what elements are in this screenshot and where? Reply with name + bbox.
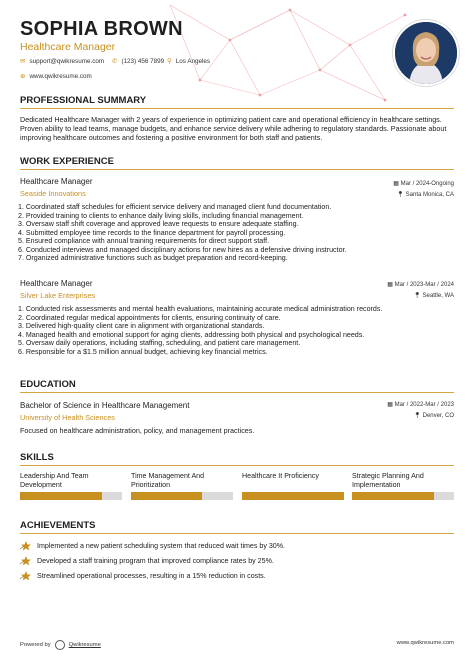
skill-level-bar — [242, 492, 344, 500]
education-location — [413, 412, 454, 419]
qwikresume-logo-icon — [55, 640, 65, 650]
location-text: Los Angeles — [175, 57, 211, 65]
skill-level-bar — [131, 492, 233, 500]
achievement-text: Implemented a new patient scheduling system that reduced wait times by 30%. — [37, 542, 286, 550]
experience-divider — [20, 169, 454, 170]
skill-item — [131, 472, 233, 500]
globe-icon: ⊕ — [20, 73, 26, 80]
skill-item — [352, 472, 454, 500]
list-item: 6. Conducted interviews and managed disciplinary actions for new hires as a defensive driving instructor. — [18, 245, 347, 254]
education-school: University of Health Sciences — [20, 413, 115, 422]
summary-text: Dedicated Healthcare Manager with 2 years of experience in optimizing patient care and operational efficiency in healthcare settings. Proven ability to lead teams, manage budgets, and enhance service delivery while adhering to regulatory standards. Passionate about improving healthcare outcomes and fostering a positive environment for both staff and patients. — [20, 115, 447, 143]
skill-level-fill — [131, 492, 202, 500]
pin-icon: 📍︎ — [413, 413, 421, 419]
achievement-item — [20, 541, 285, 551]
skill-name: Healthcare It Proficiency — [242, 472, 319, 480]
star-icon — [20, 541, 32, 551]
list-item: 4. Submitted employee time records to the finance department for payroll processing. — [18, 228, 286, 237]
calendar-icon: ▦ — [393, 181, 399, 187]
achievement-text: Developed a staff training program that improved compliance rates by 25%. — [37, 557, 274, 565]
job-2-dates — [387, 281, 454, 288]
candidate-title: Healthcare Manager — [20, 41, 116, 53]
phone-contact[interactable] — [112, 57, 164, 65]
list-item: 6. Responsible for a $1.5 million annual budget, achieving key financial metrics. — [18, 347, 268, 356]
website-text: www.qwikresume.com — [29, 72, 92, 80]
avatar — [395, 22, 457, 84]
job-2-dates-text: Mar / 2023-Mar / 2024 — [394, 282, 454, 288]
job-1-bullets — [18, 203, 458, 263]
job-2-location-text: Seattle, WA — [422, 293, 454, 299]
pin-icon: 📍︎ — [396, 192, 404, 198]
location-icon: ⚲ — [167, 58, 172, 65]
phone-icon: ✆ — [112, 58, 118, 65]
job-1-dates-text: Mar / 2024-Ongoing — [400, 181, 454, 187]
education-dates-text: Mar / 2022-Mar / 2023 — [394, 402, 454, 408]
footer-powered-by[interactable] — [20, 640, 101, 650]
list-item: 5. Ensured compliance with annual training requirements for direct support staff. — [18, 237, 270, 245]
skill-name: Time Management And Prioritization — [131, 472, 205, 489]
summary-heading: PROFESSIONAL SUMMARY — [20, 95, 147, 106]
list-item: 3. Delivered high-quality client care in alignment with organizational standards. — [18, 322, 265, 330]
skill-name: Strategic Planning And Implementation — [352, 472, 424, 489]
phone-text: (123) 456 7899 — [121, 57, 165, 65]
pin-icon: 📍︎ — [413, 293, 421, 299]
skill-level-fill — [242, 492, 344, 500]
skills-heading: SKILLS — [20, 452, 54, 463]
achievement-item — [20, 556, 274, 566]
achievement-item — [20, 571, 266, 581]
list-item: 1. Conducted risk assessments and mental health evaluations, maintaining accurate medical administration records. — [18, 305, 383, 313]
job-2-company: Silver Lake Enterprises — [20, 291, 96, 300]
footer-url[interactable]: www.qwikresume.com — [396, 640, 454, 646]
achievements-heading: ACHIEVEMENTS — [20, 520, 96, 531]
star-icon — [20, 571, 32, 581]
skill-item — [20, 472, 122, 500]
candidate-name: SOPHIA BROWN — [20, 18, 183, 40]
education-divider — [20, 392, 454, 393]
education-degree: Bachelor of Science in Healthcare Management — [20, 401, 190, 410]
education-focus: Focused on healthcare administration, policy, and management practices. — [20, 426, 255, 435]
job-1-title: Healthcare Manager — [20, 177, 93, 186]
website-contact[interactable] — [20, 72, 92, 80]
job-2-title: Healthcare Manager — [20, 279, 93, 288]
experience-heading: WORK EXPERIENCE — [20, 156, 114, 167]
calendar-icon: ▦ — [387, 282, 393, 288]
skill-level-fill — [352, 492, 434, 500]
list-item: 5. Oversaw daily operations, including staffing, scheduling, and patient care management. — [18, 339, 301, 347]
job-1-dates — [393, 180, 454, 187]
job-1-location — [396, 191, 454, 198]
achievements-divider — [20, 533, 454, 534]
skills-divider — [20, 465, 454, 466]
skill-item — [242, 472, 344, 500]
profile-photo — [393, 20, 459, 86]
skill-level-bar — [352, 492, 454, 500]
list-item: 7. Organized administrative functions such as budget preparation and record-keeping. — [18, 254, 288, 262]
education-heading: EDUCATION — [20, 379, 76, 390]
star-icon — [20, 556, 32, 566]
skill-level-fill — [20, 492, 102, 500]
job-2-location — [413, 292, 454, 299]
skill-level-bar — [20, 492, 122, 500]
location-contact — [167, 57, 210, 65]
skill-name: Leadership And Team Development — [20, 472, 89, 489]
list-item: 3. Oversaw staff shift coverage and approved leave requests to ensure adequate staffing. — [18, 220, 299, 228]
email-icon: ✉ — [20, 58, 26, 65]
achievement-text: Streamlined operational processes, resulting in a 15% reduction in costs. — [37, 572, 266, 580]
email-text: support@qwikresume.com — [29, 57, 105, 65]
list-item: 4. Managed health and emotional support for aging clients, addressing both physical and psychological needs. — [18, 330, 365, 339]
powered-by-label: Powered by — [20, 642, 51, 648]
email-contact[interactable] — [20, 57, 104, 65]
brand-name: Qwikresume — [68, 642, 101, 648]
list-item: 1. Coordinated staff schedules for efficient service delivery and managed client fund documentation. — [18, 203, 332, 211]
summary-divider — [20, 108, 454, 109]
list-item: 2. Coordinated regular medical appointments for clients, ensuring continuity of care. — [18, 313, 281, 322]
education-location-text: Denver, CO — [422, 413, 454, 419]
education-dates — [387, 401, 454, 408]
list-item: 2. Provided training to clients to enhance daily living skills, including financial management. — [18, 211, 304, 220]
calendar-icon: ▦ — [387, 402, 393, 408]
job-1-company: Seaside Innovations — [20, 189, 86, 198]
job-2-bullets — [18, 305, 458, 356]
job-1-location-text: Santa Monica, CA — [405, 192, 454, 198]
